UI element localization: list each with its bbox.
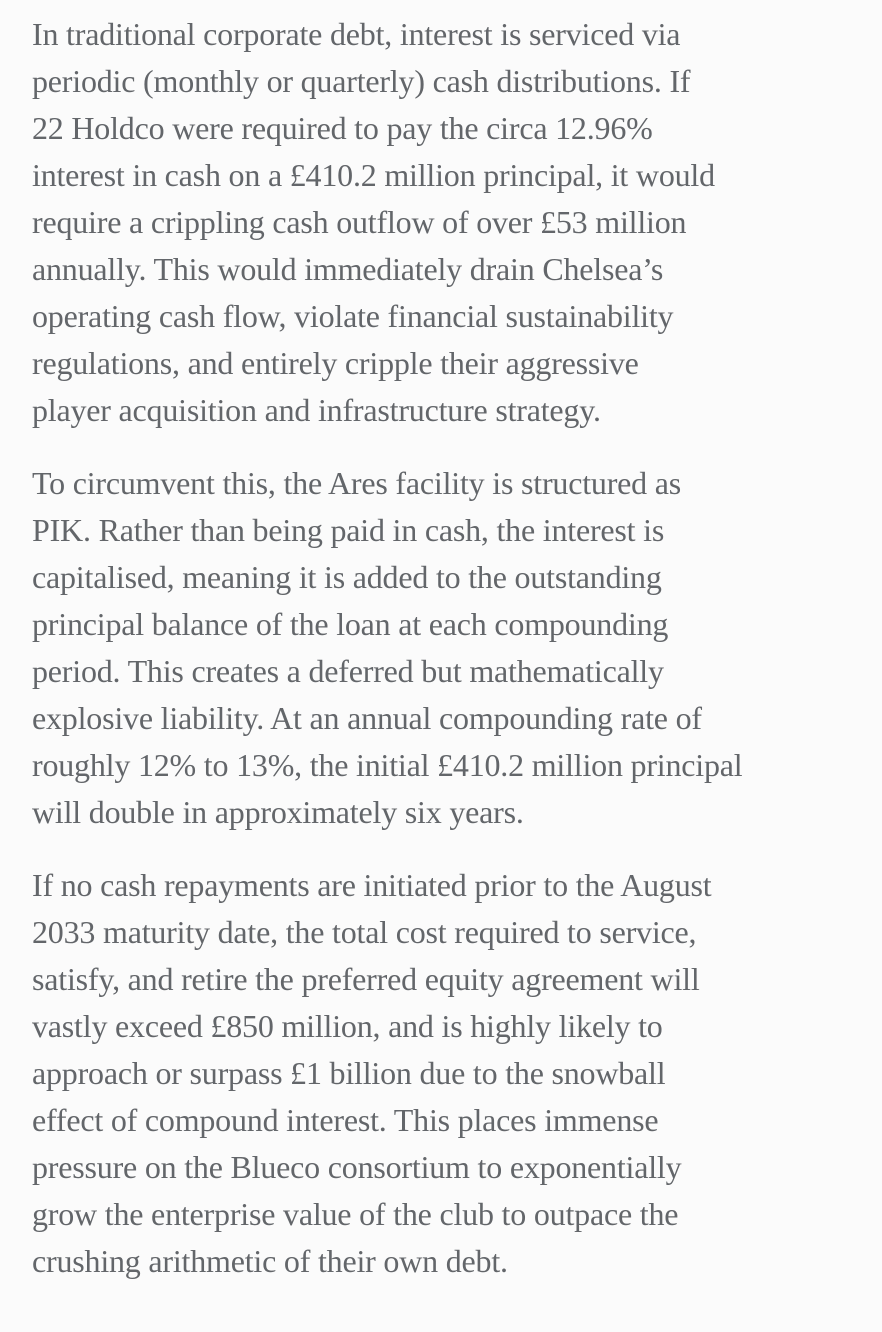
text-line: grow the enterprise value of the club to outpace the bbox=[32, 1196, 679, 1232]
paragraph bbox=[32, 11, 856, 434]
text-line: To circumvent this, the Ares facility is structured as bbox=[32, 465, 682, 501]
text-line: vastly exceed £850 million, and is highly likely to bbox=[32, 1008, 663, 1044]
text-line: principal balance of the loan at each compounding bbox=[32, 606, 669, 642]
text-line: require a crippling cash outflow of over £53 million bbox=[32, 204, 687, 240]
text-line: In traditional corporate debt, interest is serviced via bbox=[32, 16, 681, 52]
text-line: effect of compound interest. This places immense bbox=[32, 1102, 659, 1138]
text-line: interest in cash on a £410.2 million principal, it would bbox=[32, 157, 715, 193]
text-line: capitalised, meaning it is added to the outstanding bbox=[32, 559, 662, 595]
text-line: period. This creates a deferred but mathematically bbox=[32, 653, 664, 689]
text-line: periodic (monthly or quarterly) cash distributions. If bbox=[32, 63, 691, 99]
text-line: approach or surpass £1 billion due to the snowball bbox=[32, 1055, 666, 1091]
text-line: player acquisition and infrastructure strategy. bbox=[32, 392, 601, 428]
text-line: satisfy, and retire the preferred equity agreement will bbox=[32, 961, 700, 997]
paragraph-container bbox=[32, 11, 856, 1285]
text-line: crushing arithmetic of their own debt. bbox=[32, 1243, 508, 1279]
paragraph bbox=[32, 862, 856, 1285]
paragraph bbox=[32, 460, 856, 836]
text-line: pressure on the Blueco consortium to exponentially bbox=[32, 1149, 682, 1185]
text-line: will double in approximately six years. bbox=[32, 794, 524, 830]
text-line: explosive liability. At an annual compounding rate of bbox=[32, 700, 702, 736]
text-line: operating cash flow, violate financial sustainability bbox=[32, 298, 674, 334]
text-line: 2033 maturity date, the total cost required to service, bbox=[32, 914, 697, 950]
text-line: annually. This would immediately drain Chelsea’s bbox=[32, 251, 664, 287]
text-line: If no cash repayments are initiated prior to the August bbox=[32, 867, 712, 903]
text-line: roughly 12% to 13%, the initial £410.2 million principal bbox=[32, 747, 743, 783]
text-line: regulations, and entirely cripple their aggressive bbox=[32, 345, 639, 381]
text-line: 22 Holdco were required to pay the circa 12.96% bbox=[32, 110, 653, 146]
text-line: PIK. Rather than being paid in cash, the interest is bbox=[32, 512, 665, 548]
